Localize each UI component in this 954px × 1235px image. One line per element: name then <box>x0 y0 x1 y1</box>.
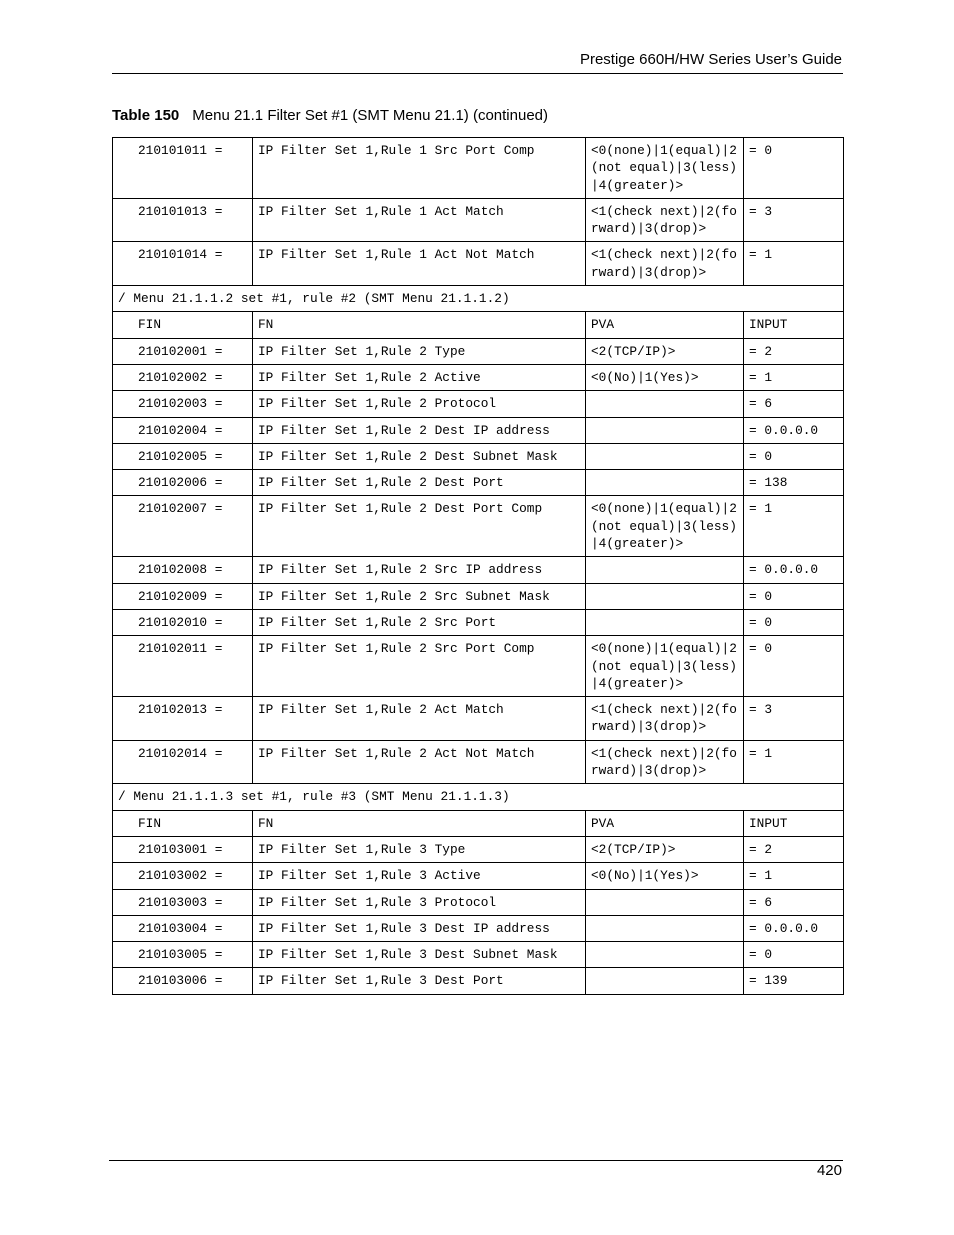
cell-fin: 210102004 = <box>113 417 253 443</box>
filter-set-table <box>112 137 844 995</box>
cell-pva: <0(none)|1(equal)|2(not equal)|3(less)|4(greater)> <box>586 496 744 557</box>
table-row <box>113 968 844 994</box>
cell-input: = 3 <box>744 198 844 242</box>
cell-fn: IP Filter Set 1,Rule 3 Dest Subnet Mask <box>253 942 586 968</box>
cell-fn: IP Filter Set 1,Rule 2 Act Match <box>253 697 586 741</box>
cell-input: = 0.0.0.0 <box>744 557 844 583</box>
table-row <box>113 496 844 557</box>
column-header-pva: PVA <box>586 312 744 338</box>
cell-pva <box>586 609 744 635</box>
table-row <box>113 470 844 496</box>
cell-fin: 210102013 = <box>113 697 253 741</box>
table-row <box>113 609 844 635</box>
table-row <box>113 198 844 242</box>
table-row <box>113 391 844 417</box>
table-row <box>113 138 844 199</box>
cell-fn: IP Filter Set 1,Rule 3 Dest IP address <box>253 915 586 941</box>
table-row <box>113 915 844 941</box>
section-title: / Menu 21.1.1.2 set #1, rule #2 (SMT Menu 21.1.1.2) <box>113 286 844 312</box>
cell-input: = 0 <box>744 443 844 469</box>
cell-fin: 210102011 = <box>113 636 253 697</box>
cell-fin: 210102001 = <box>113 338 253 364</box>
cell-fin: 210102010 = <box>113 609 253 635</box>
cell-pva: <0(none)|1(equal)|2(not equal)|3(less)|4(greater)> <box>586 138 744 199</box>
table-section-row <box>113 286 844 312</box>
cell-fin: 210102003 = <box>113 391 253 417</box>
cell-fin: 210102007 = <box>113 496 253 557</box>
table-row <box>113 740 844 784</box>
page-header-title: Prestige 660H/HW Series User’s Guide <box>579 51 842 68</box>
cell-input: = 6 <box>744 889 844 915</box>
cell-fn: IP Filter Set 1,Rule 3 Protocol <box>253 889 586 915</box>
cell-input: = 0 <box>744 636 844 697</box>
cell-pva <box>586 889 744 915</box>
table-caption <box>112 107 548 124</box>
cell-fn: IP Filter Set 1,Rule 2 Dest Subnet Mask <box>253 443 586 469</box>
cell-fin: 210103004 = <box>113 915 253 941</box>
cell-fn: IP Filter Set 1,Rule 1 Act Match <box>253 198 586 242</box>
cell-fn: IP Filter Set 1,Rule 3 Dest Port <box>253 968 586 994</box>
cell-pva: <2(TCP/IP)> <box>586 836 744 862</box>
cell-pva <box>586 443 744 469</box>
cell-fn: IP Filter Set 1,Rule 2 Active <box>253 364 586 390</box>
cell-fn: IP Filter Set 1,Rule 2 Type <box>253 338 586 364</box>
cell-input: = 6 <box>744 391 844 417</box>
cell-fin: 210102006 = <box>113 470 253 496</box>
cell-pva <box>586 942 744 968</box>
table-row <box>113 583 844 609</box>
cell-input: = 3 <box>744 697 844 741</box>
table-caption-text: Menu 21.1 Filter Set #1 (SMT Menu 21.1) (continued) <box>192 107 548 124</box>
cell-input: = 1 <box>744 242 844 286</box>
cell-input: = 139 <box>744 968 844 994</box>
filter-set-table-body <box>113 138 844 995</box>
cell-input: = 2 <box>744 836 844 862</box>
cell-pva <box>586 417 744 443</box>
cell-fin: 210103002 = <box>113 863 253 889</box>
cell-input: = 0 <box>744 138 844 199</box>
cell-pva: <1(check next)|2(forward)|3(drop)> <box>586 242 744 286</box>
table-row <box>113 942 844 968</box>
table-row <box>113 338 844 364</box>
cell-fn: IP Filter Set 1,Rule 2 Dest Port Comp <box>253 496 586 557</box>
column-header-fin: FIN <box>113 810 253 836</box>
cell-fn: IP Filter Set 1,Rule 2 Src Subnet Mask <box>253 583 586 609</box>
cell-input: = 2 <box>744 338 844 364</box>
header-divider <box>112 73 843 74</box>
cell-fin: 210102009 = <box>113 583 253 609</box>
cell-input: = 0 <box>744 583 844 609</box>
cell-pva: <2(TCP/IP)> <box>586 338 744 364</box>
table-row <box>113 443 844 469</box>
footer-divider <box>109 1160 843 1161</box>
cell-fn: IP Filter Set 1,Rule 1 Act Not Match <box>253 242 586 286</box>
cell-fin: 210102002 = <box>113 364 253 390</box>
table-row <box>113 417 844 443</box>
cell-pva <box>586 583 744 609</box>
cell-pva <box>586 470 744 496</box>
cell-fn: IP Filter Set 1,Rule 3 Active <box>253 863 586 889</box>
cell-pva: <0(No)|1(Yes)> <box>586 863 744 889</box>
cell-fin: 210102014 = <box>113 740 253 784</box>
cell-fn: IP Filter Set 1,Rule 2 Act Not Match <box>253 740 586 784</box>
cell-fin: 210102005 = <box>113 443 253 469</box>
table-caption-label: Table 150 <box>112 107 180 124</box>
cell-fin: 210103005 = <box>113 942 253 968</box>
cell-input: = 0.0.0.0 <box>744 915 844 941</box>
cell-pva: <0(No)|1(Yes)> <box>586 364 744 390</box>
cell-fn: IP Filter Set 1,Rule 3 Type <box>253 836 586 862</box>
table-row <box>113 697 844 741</box>
cell-input: = 0 <box>744 609 844 635</box>
cell-fn: IP Filter Set 1,Rule 2 Src Port <box>253 609 586 635</box>
section-title: / Menu 21.1.1.3 set #1, rule #3 (SMT Menu 21.1.1.3) <box>113 784 844 810</box>
cell-pva <box>586 915 744 941</box>
table-section-row <box>113 784 844 810</box>
table-header-row <box>113 810 844 836</box>
cell-pva <box>586 968 744 994</box>
cell-input: = 1 <box>744 863 844 889</box>
cell-fn: IP Filter Set 1,Rule 2 Dest Port <box>253 470 586 496</box>
cell-fin: 210103003 = <box>113 889 253 915</box>
cell-pva <box>586 391 744 417</box>
column-header-fn: FN <box>253 810 586 836</box>
cell-input: = 138 <box>744 470 844 496</box>
column-header-pva: PVA <box>586 810 744 836</box>
column-header-fin: FIN <box>113 312 253 338</box>
column-header-fn: FN <box>253 312 586 338</box>
table-row <box>113 889 844 915</box>
cell-fin: 210103001 = <box>113 836 253 862</box>
cell-input: = 1 <box>744 496 844 557</box>
cell-fn: IP Filter Set 1,Rule 2 Src IP address <box>253 557 586 583</box>
cell-fin: 210101011 = <box>113 138 253 199</box>
cell-fin: 210101013 = <box>113 198 253 242</box>
table-row <box>113 636 844 697</box>
cell-input: = 1 <box>744 740 844 784</box>
table-row <box>113 863 844 889</box>
table-row <box>113 242 844 286</box>
cell-pva: <0(none)|1(equal)|2(not equal)|3(less)|4(greater)> <box>586 636 744 697</box>
column-header-input: INPUT <box>744 312 844 338</box>
cell-input: = 0.0.0.0 <box>744 417 844 443</box>
page-number: 420 <box>816 1162 842 1179</box>
cell-fn: IP Filter Set 1,Rule 2 Src Port Comp <box>253 636 586 697</box>
cell-fin: 210101014 = <box>113 242 253 286</box>
column-header-input: INPUT <box>744 810 844 836</box>
cell-fin: 210102008 = <box>113 557 253 583</box>
table-row <box>113 836 844 862</box>
table-row <box>113 557 844 583</box>
cell-pva: <1(check next)|2(forward)|3(drop)> <box>586 740 744 784</box>
cell-fn: IP Filter Set 1,Rule 2 Dest IP address <box>253 417 586 443</box>
cell-pva: <1(check next)|2(forward)|3(drop)> <box>586 198 744 242</box>
cell-fn: IP Filter Set 1,Rule 2 Protocol <box>253 391 586 417</box>
table-row <box>113 364 844 390</box>
cell-fn: IP Filter Set 1,Rule 1 Src Port Comp <box>253 138 586 199</box>
cell-fin: 210103006 = <box>113 968 253 994</box>
cell-pva <box>586 557 744 583</box>
table-header-row <box>113 312 844 338</box>
cell-pva: <1(check next)|2(forward)|3(drop)> <box>586 697 744 741</box>
cell-input: = 0 <box>744 942 844 968</box>
cell-input: = 1 <box>744 364 844 390</box>
